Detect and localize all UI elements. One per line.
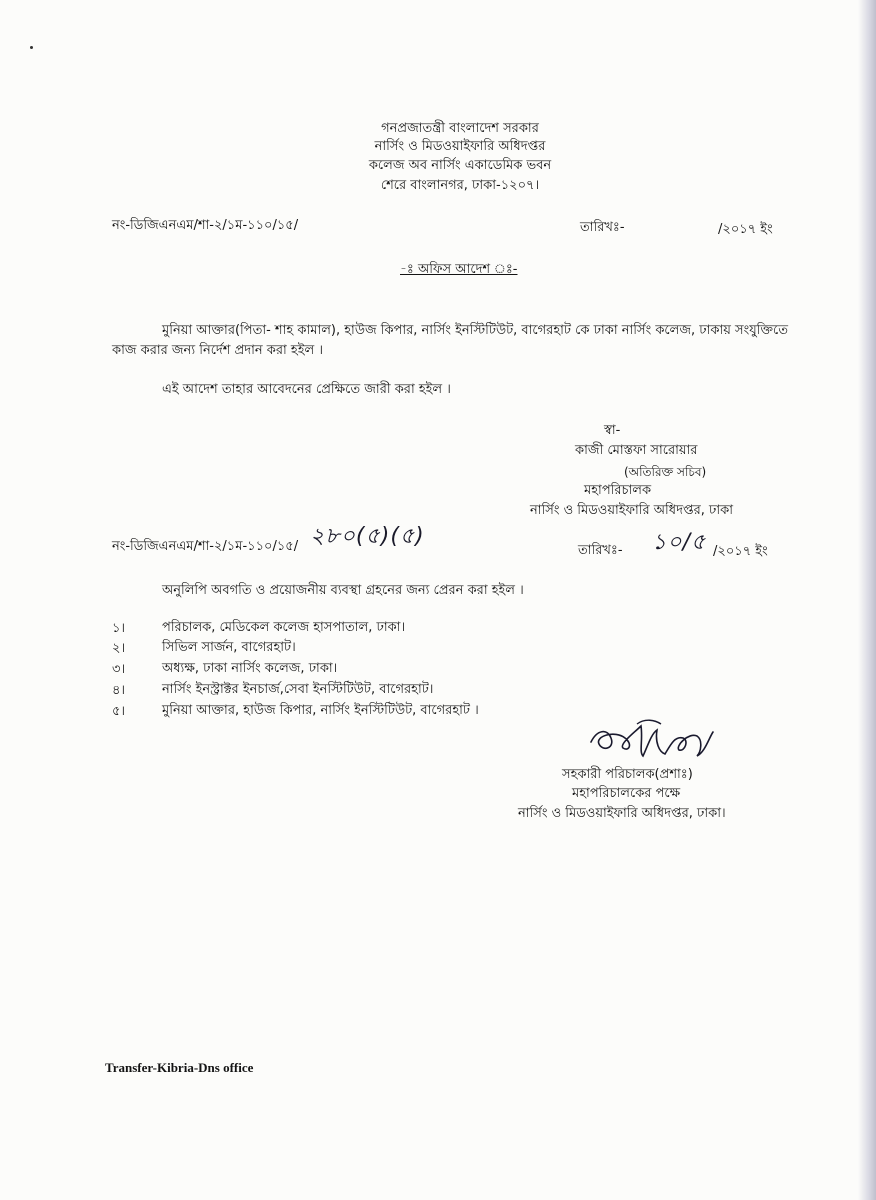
- list-item-number: ৪।: [112, 683, 126, 698]
- paper-edge-shadow: [858, 0, 876, 1200]
- signatory-title: মহাপরিচালক: [584, 483, 652, 498]
- signatory-office: নার্সিং ও মিডওয়াইফারি অধিদপ্তর, ঢাকা: [530, 503, 733, 518]
- header-line-2: নার্সিং ও মিডওয়াইফারি অধিদপ্তর: [374, 139, 546, 154]
- list-item: অধ্যক্ষ, ঢাকা নার্সিং কলেজ, ঢাকা।: [162, 661, 338, 676]
- signatory-name: কাজী মোস্তফা সারোয়ার: [575, 443, 698, 458]
- scan-speck: [30, 46, 33, 49]
- header-line-3: কলেজ অব নার্সিং একাডেমিক ভবন: [368, 158, 552, 173]
- header-line-1: গনপ্রজাতন্ত্রী বাংলাদেশ সরকার: [381, 121, 539, 136]
- handwritten-date: ১০/৫: [652, 530, 707, 555]
- signatory-designation: (অতিরিক্ত সচিব): [624, 465, 707, 479]
- assistant-director-office: নার্সিং ও মিডওয়াইফারি অধিদপ্তর, ঢাকা।: [518, 806, 726, 821]
- order-para-1-line-2: কাজ করার জন্য নির্দেশ প্রদান করা হইল ।: [112, 343, 323, 358]
- sign-mark: স্বা-: [604, 423, 621, 438]
- office-order-title: -ঃ অফিস আদেশ ঃ-: [400, 262, 518, 277]
- footer-file-note: Transfer-Kibria-Dns office: [105, 1060, 254, 1075]
- assistant-director-title: সহকারী পরিচালক(প্রশাঃ): [562, 767, 693, 782]
- reference-number: নং-ডিজিএনএম/শা-২/১ম-১১০/১৫/: [112, 218, 299, 233]
- order-para-2: এই আদেশ তাহার আবেদনের প্রেক্ষিতে জারী করা হইল ।: [162, 382, 451, 397]
- handwritten-signature: [585, 712, 725, 768]
- list-item-number: ২।: [112, 641, 126, 656]
- list-item-number: ৫।: [112, 704, 126, 719]
- copy-forward-note: অনুলিপি অবগতি ও প্রয়োজনীয় ব্যবস্থা গ্রহনের জন্য প্রেরন করা হইল ।: [162, 583, 524, 598]
- on-behalf-of: মহাপরিচালকের পক্ষে: [572, 786, 681, 801]
- list-item: মুনিয়া আক্তার, হাউজ কিপার, নার্সিং ইনস্টিটিউট, বাগেরহাট ।: [162, 703, 479, 718]
- copy-reference-number: নং-ডিজিএনএম/শা-২/১ম-১১০/১৫/: [112, 539, 299, 554]
- list-item: নার্সিং ইনস্ট্রাক্টর ইনচার্জ,সেবা ইনস্টিটিউট, বাগেরহাট।: [162, 682, 434, 697]
- header-line-4: শেরে বাংলানগর, ঢাকা-১২০৭।: [380, 178, 540, 193]
- list-item-number: ৩।: [112, 662, 126, 677]
- date-label: তারিখঃ-: [580, 220, 625, 235]
- order-para-1-line-1: মুনিয়া আক্তার(পিতা- শাহ কামাল), হাউজ কিপার, নার্সিং ইনস্টিটিউট, বাগেরহাট কে ঢাকা নার্সিং কলেজ, ঢাকায় সংযুক্তিতে: [162, 323, 789, 338]
- list-item: পরিচালক, মেডিকেল কলেজ হাসপাতাল, ঢাকা।: [162, 620, 406, 635]
- handwritten-memo-number: ২৮০(৫)(৫): [310, 524, 425, 549]
- copy-date-suffix: /২০১৭ ইং: [713, 544, 768, 559]
- date-value: /২০১৭ ইং: [718, 222, 773, 237]
- list-item: সিভিল সার্জন, বাগেরহাট।: [162, 640, 296, 655]
- copy-date-label: তারিখঃ-: [578, 543, 623, 558]
- list-item-number: ১।: [112, 621, 126, 636]
